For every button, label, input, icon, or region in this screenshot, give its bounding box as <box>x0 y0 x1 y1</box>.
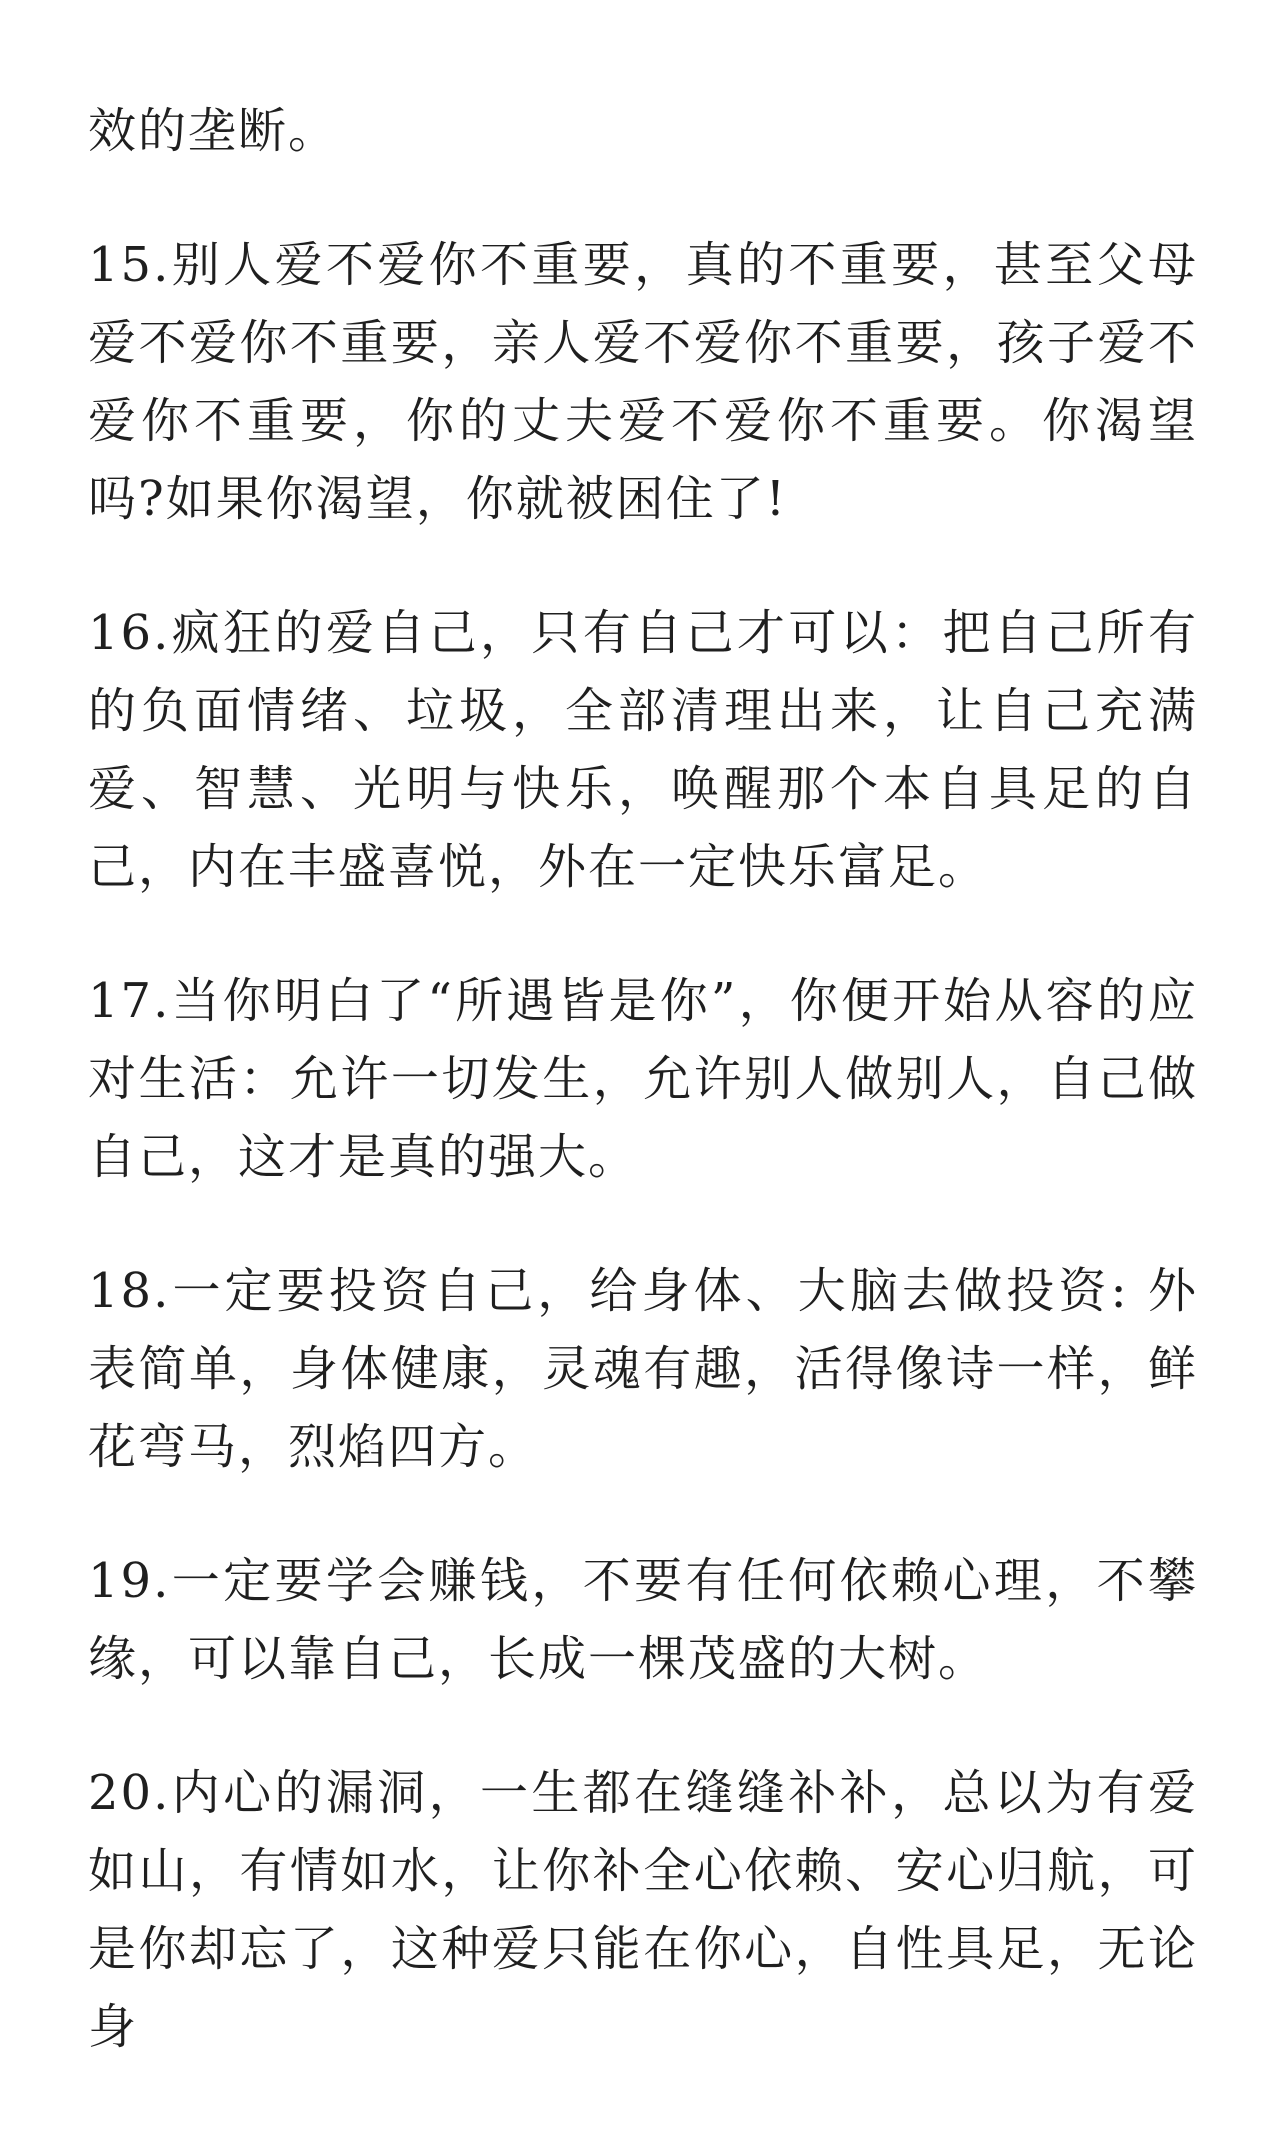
paragraph-item-15: 15.别人爱不爱你不重要，真的不重要，甚至父母爱不爱你不重要，亲人爱不爱你不重要，孩子爱不爱你不重要，你的丈夫爱不爱你不重要。你渴望吗?如果你渴望，你就被困住了! <box>88 237 1198 527</box>
paragraph-fragment: 效的垄断。 <box>88 103 339 159</box>
paragraph-item-19: 19.一定要学会赚钱，不要有任何依赖心理，不攀缘，可以靠自己，长成一棵茂盛的大树。 <box>88 1553 1198 1687</box>
article-body <box>88 92 1198 2066</box>
paragraph-item-20: 20.内心的漏洞，一生都在缝缝补补，总以为有爱如山，有情如水，让你补全心依赖、安心归航，可是你却忘了，这种爱只能在你心，自性具足，无论身 <box>88 1765 1198 2055</box>
paragraph-item-16: 16.疯狂的爱自己，只有自己才可以：把自己所有的负面情绪、垃圾，全部清理出来，让自己充满爱、智慧、光明与快乐，唤醒那个本自具足的自己，内在丰盛喜悦，外在一定快乐富足。 <box>88 605 1198 895</box>
paragraph-item-17: 17.当你明白了“所遇皆是你”，你便开始从容的应对生活：允许一切发生，允许别人做别人，自己做自己，这才是真的强大。 <box>88 973 1198 1185</box>
paragraph-item-18: 18.一定要投资自己，给身体、大脑去做投资: 外表简单，身体健康，灵魂有趣，活得像诗一样，鲜花弯马，烈焰四方。 <box>88 1263 1198 1475</box>
